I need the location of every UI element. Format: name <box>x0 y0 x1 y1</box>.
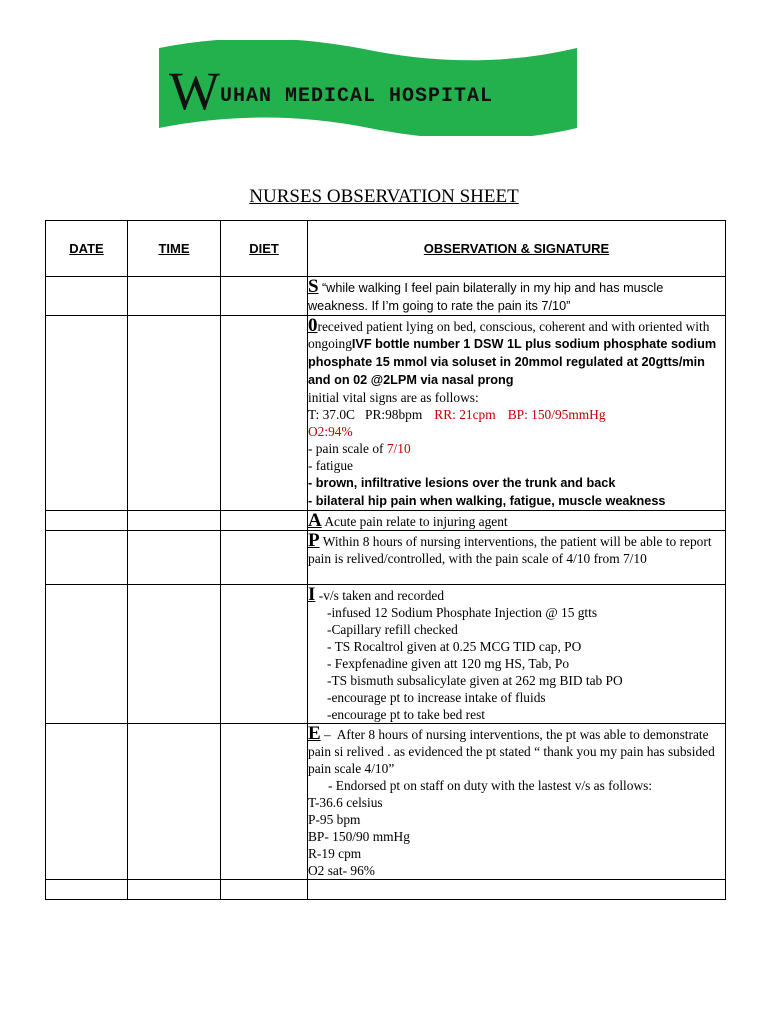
objective-entry <box>308 316 726 511</box>
pain-scale-value: 7/10 <box>386 441 411 456</box>
evaluation-text: After 8 hours of nursing interventions, the pt was able to demonstrate pain si relived . as evidenced the pt stated “ thank you my pain has subsided pain scale 4/10” <box>308 727 715 776</box>
diet-cell <box>221 316 308 511</box>
evaluation-vital: O2 sat- 96% <box>308 863 375 878</box>
time-cell <box>128 585 221 724</box>
vital-o2: O2:94% <box>308 424 353 439</box>
table-row-objective <box>46 316 726 511</box>
column-header-time <box>128 221 221 277</box>
date-cell <box>46 531 128 585</box>
intervention-item: -encourage pt to increase intake of fluids <box>327 690 546 705</box>
date-cell <box>46 277 128 316</box>
observation-header-label: OBSERVATION & SIGNATURE <box>423 241 610 256</box>
diet-cell <box>221 724 308 880</box>
vital-bp: BP: 150/95mmHg <box>507 407 606 422</box>
soapie-letter-o: 0 <box>308 315 318 336</box>
table-row-subjective <box>46 277 726 316</box>
diet-header-label: DIET <box>249 241 279 256</box>
time-cell <box>128 511 221 531</box>
hospital-name-rest: UHAN MEDICAL HOSPITAL <box>219 85 494 108</box>
subjective-text: “while walking I feel pain bilaterally in my hip and has muscle weakness. If I’m going to rate the pain its 7/10” <box>308 281 664 313</box>
intervention-item: - TS Rocaltrol given at 0.25 MCG TID cap, PO <box>327 639 582 654</box>
diet-cell <box>221 880 308 900</box>
evaluation-entry <box>308 724 726 880</box>
intervention-item: -Capillary refill checked <box>327 622 458 637</box>
column-header-diet <box>221 221 308 277</box>
date-cell <box>46 316 128 511</box>
column-header-observation <box>308 221 726 277</box>
vital-temp: T: 37.0C <box>308 407 355 422</box>
soapie-letter-s: S <box>308 276 319 297</box>
table-row-empty <box>46 880 726 900</box>
diet-cell <box>221 585 308 724</box>
hospital-name-initial: W <box>169 61 220 121</box>
hospital-name <box>169 61 494 121</box>
lesions-item: - brown, infiltrative lesions over the trunk and back <box>308 476 616 490</box>
evaluation-vital: BP- 150/90 mmHg <box>308 829 410 844</box>
objective-ivf: IVF bottle number 1 DSW 1L plus sodium phosphate sodium phosphate 15 mmol via soluset in 20mmol regulated at 20gtts/min and on 02 @2LPM via nasal prong <box>308 337 717 387</box>
time-cell <box>128 277 221 316</box>
fatigue-item: - fatigue <box>308 458 353 473</box>
intervention-item: -infused 12 Sodium Phosphate Injection @ 15 gtts <box>327 605 598 620</box>
column-header-date <box>46 221 128 277</box>
soapie-letter-e: E <box>308 723 321 744</box>
date-cell <box>46 724 128 880</box>
soapie-letter-i: I <box>308 584 316 605</box>
vitals-intro: initial vital signs are as follows: <box>308 390 479 405</box>
time-cell <box>128 316 221 511</box>
diet-cell <box>221 531 308 585</box>
subjective-entry <box>308 277 726 316</box>
time-cell <box>128 880 221 900</box>
intervention-item: -encourage pt to take bed rest <box>327 707 486 722</box>
time-header-label: TIME <box>158 241 190 256</box>
evaluation-vital: T-36.6 celsius <box>308 795 383 810</box>
vital-rr: RR: 21cpm <box>434 407 496 422</box>
evaluation-vital: P-95 bpm <box>308 812 361 827</box>
soapie-letter-a: A <box>308 510 322 531</box>
soapie-letter-p: P <box>308 530 320 551</box>
objective-intro: received patient lying on bed, conscious, coherent and with oriented with ongoing <box>308 319 710 351</box>
date-header-label: DATE <box>69 241 104 256</box>
diet-cell <box>221 277 308 316</box>
plan-entry <box>308 531 726 585</box>
date-cell <box>46 585 128 724</box>
evaluation-dash: – <box>324 727 331 742</box>
intervention-item: - Fexpfenadine given att 120 mg HS, Tab, Po <box>327 656 570 671</box>
diet-cell <box>221 511 308 531</box>
evaluation-vital: R-19 cpm <box>308 846 362 861</box>
table-row-plan <box>46 531 726 585</box>
endorsement-note: - Endorsed pt on staff on duty with the lastest v/s as follows: <box>328 778 653 793</box>
vital-pr: PR:98bpm <box>365 407 423 422</box>
observation-table <box>45 220 726 900</box>
time-cell <box>128 531 221 585</box>
pain-scale-label: - pain scale of <box>308 441 384 456</box>
table-header-row <box>46 221 726 277</box>
date-cell <box>46 880 128 900</box>
intervention-entry <box>308 585 726 724</box>
table-row-evaluation <box>46 724 726 880</box>
intervention-item: -TS bismuth subsalicylate given at 262 mg BID tab PO <box>327 673 623 688</box>
time-cell <box>128 724 221 880</box>
hip-pain-item: - bilateral hip pain when walking, fatigue, muscle weakness <box>308 494 666 508</box>
sheet-title: NURSES OBSERVATION SHEET <box>249 186 519 207</box>
intervention-first: -v/s taken and recorded <box>318 588 445 603</box>
hospital-banner <box>159 40 577 136</box>
table-row-intervention <box>46 585 726 724</box>
assessment-entry <box>308 511 726 531</box>
date-cell <box>46 511 128 531</box>
observation-cell <box>308 880 726 900</box>
assessment-text: Acute pain relate to injuring agent <box>324 514 508 529</box>
plan-text: Within 8 hours of nursing interventions, the patient will be able to report pain is relived/controlled, with the pain scale of 4/10 from 7/10 <box>308 534 712 566</box>
table-row-assessment <box>46 511 726 531</box>
